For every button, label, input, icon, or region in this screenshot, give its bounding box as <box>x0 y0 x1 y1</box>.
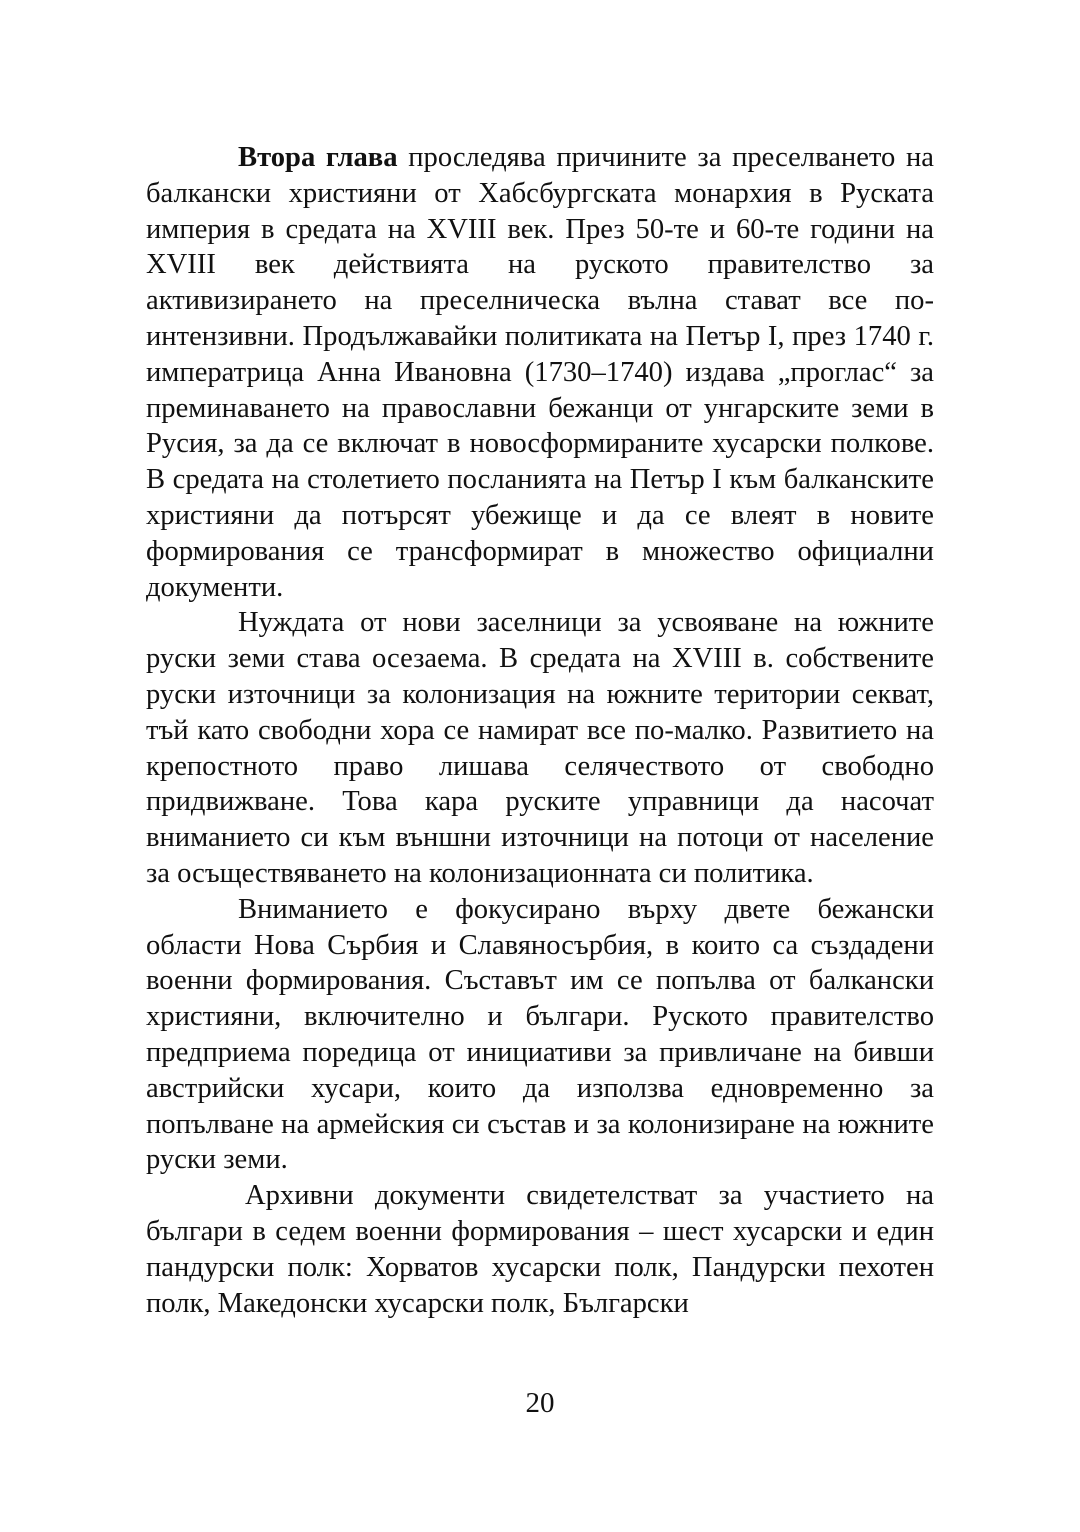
paragraph-archival-documents: Архивни документи свидетелстват за участието на българи в седем военни формирования – шест хусарски и един пандурски полк: Хорватов хусарски полк, Пандурски пехотен полк, Македонски хусарски полк, Български <box>146 1180 934 1319</box>
chapter-heading-inline: Втора глава <box>238 142 398 173</box>
paragraph-refugee-regions: Вниманието е фокусирано върху двете бежански области Нова Сърбия и Славяносърбия, в които са създадени военни формирования. Съставът им се попълва от балкански християни, включително и българи. Руското правителство предприема поредица от инициативи за привличане на бивши австрийски хусари, които да използва едновременно за попълване на армейския си състав и за колонизиране на южните руски земи. <box>146 893 934 1176</box>
paragraph-text: проследява причините за преселването на балкански християни от Хабсбургската монархия в Руската империя в средата на XVIII век. През 50-те и 60-те години на XVIII век действията на руското правителство за активизирането на преселническа вълна стават все по-интензивни. Продължавайки политиката на Петър I, през 1740 г. императрица Анна Ивановна (1730–1740) издава „проглас“ за преминаването на православни бежанци от унгарските земи в Русия, за да се включат в новосформираните хусарски полкове. В средата на столетието посланията на Петър I към балканските християни да потърсят убежище и да се влеят в новите формирования се трансформират в множество официални документи. <box>146 142 934 603</box>
paragraph-settlers-need: Нуждата от нови заселници за усвояване на южните руски земи става осезаема. В средата на XVIII в. собствените руски източници за колонизация на южните територии секват, тъй като свободни хора се намират все по-малко. Развитието на крепостното право лишава селячеството от свободно придвижване. Това кара руските управници да насочат вниманието си към външни източници на потоци от население за осъществяването на колонизационната си политика. <box>146 607 934 889</box>
paragraph-chapter-two <box>146 140 934 605</box>
page-number: 20 <box>525 1387 555 1419</box>
page-body <box>146 140 934 1321</box>
